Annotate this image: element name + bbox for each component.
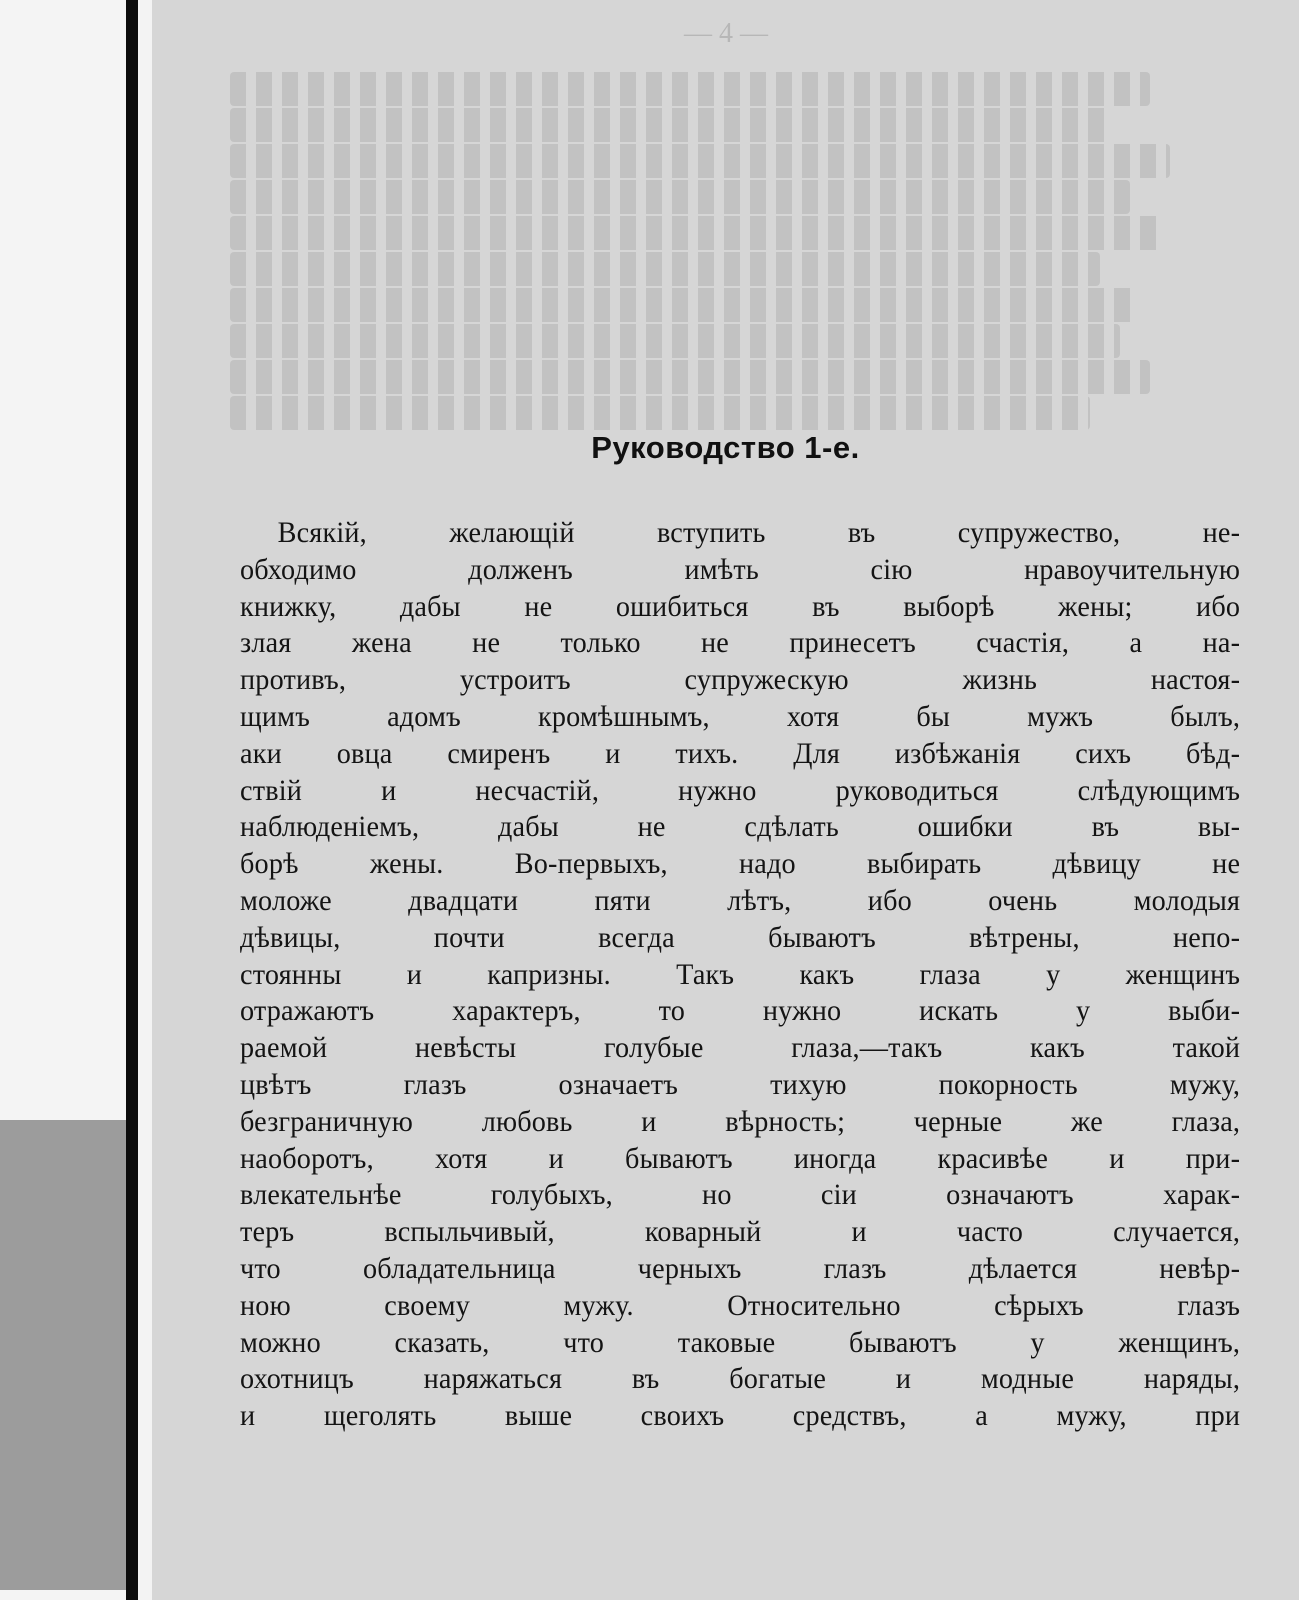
text-line: моложе двадцати пяти лѣтъ, ибо очень молодыя xyxy=(240,883,1241,917)
bleed-through-line xyxy=(230,144,1170,178)
text-line: безграничную любовь и вѣрность; черные же глаза, xyxy=(240,1104,1241,1138)
bleed-through-line xyxy=(230,108,1110,142)
text-line: влекательнѣе голубыхъ, но сіи означаютъ харак- xyxy=(240,1178,1241,1212)
bleed-through-line xyxy=(230,360,1150,394)
page xyxy=(152,0,1299,1600)
text-line: можно сказать, что таковые бываютъ у женщинъ, xyxy=(240,1325,1241,1359)
bleed-through-line xyxy=(230,288,1140,322)
bleed-through-line xyxy=(230,396,1090,430)
text-line: охотницъ наряжаться въ богатые и модные наряды, xyxy=(240,1362,1241,1396)
bleed-through-line xyxy=(230,324,1120,358)
page-number: — 4 — xyxy=(684,18,768,49)
text-line: ною своему мужу. Относительно сѣрыхъ глазъ xyxy=(240,1288,1241,1322)
text-line: обходимо долженъ имѣть сію нравоучительную xyxy=(240,552,1241,586)
book-spine xyxy=(126,0,138,1600)
text-line: щимъ адомъ кромѣшнымъ, хотя бы мужъ былъ, xyxy=(240,699,1241,733)
text-line: отражаютъ характеръ, то нужно искать у выби- xyxy=(240,994,1241,1028)
body-text xyxy=(240,515,1240,1435)
bleed-through-line xyxy=(230,72,1150,106)
text-line: стоянны и капризны. Такъ какъ глаза у женщинъ xyxy=(240,957,1241,991)
text-line: что обладательница черныхъ глазъ дѣлается невѣр- xyxy=(240,1251,1241,1285)
text-line: Всякій, желающій вступить въ супружество, не- xyxy=(277,516,1241,549)
text-line: злая жена не только не принесетъ счастія, а на- xyxy=(240,626,1241,660)
bleed-through-text xyxy=(230,72,1230,432)
text-line: наблюденіемъ, дабы не сдѣлать ошибки въ вы- xyxy=(240,810,1241,844)
margin-shadow xyxy=(0,1120,140,1590)
text-line: цвѣтъ глазъ означаетъ тихую покорность мужу, xyxy=(240,1067,1241,1101)
spine-gutter xyxy=(138,0,152,1600)
text-line: и щеголять выше своихъ средствъ, а мужу, при xyxy=(240,1399,1241,1433)
text-line: теръ вспыльчивый, коварный и часто случается, xyxy=(240,1215,1241,1249)
text-line: раемой невѣсты голубые глаза,—такъ какъ такой xyxy=(240,1031,1241,1065)
bleed-through-line xyxy=(230,216,1160,250)
text-line: противъ, устроитъ супружескую жизнь настоя- xyxy=(240,663,1241,697)
text-line: дѣвицы, почти всегда бываютъ вѣтрены, непо- xyxy=(240,920,1241,954)
text-line: борѣ жены. Во-первыхъ, надо выбирать дѣвицу не xyxy=(240,847,1241,881)
section-heading: Руководство 1-е. xyxy=(591,430,860,465)
bleed-through-line xyxy=(230,180,1130,214)
text-line: книжку, дабы не ошибиться въ выборѣ жены; ибо xyxy=(240,589,1241,623)
text-line: ствій и несчастій, нужно руководиться слѣдующимъ xyxy=(240,773,1241,807)
bleed-through-line xyxy=(230,252,1100,286)
text-line: аки овца смиренъ и тихъ. Для избѣжанія сихъ бѣд- xyxy=(240,736,1241,770)
text-line: наоборотъ, хотя и бываютъ иногда красивѣе и при- xyxy=(240,1141,1241,1175)
